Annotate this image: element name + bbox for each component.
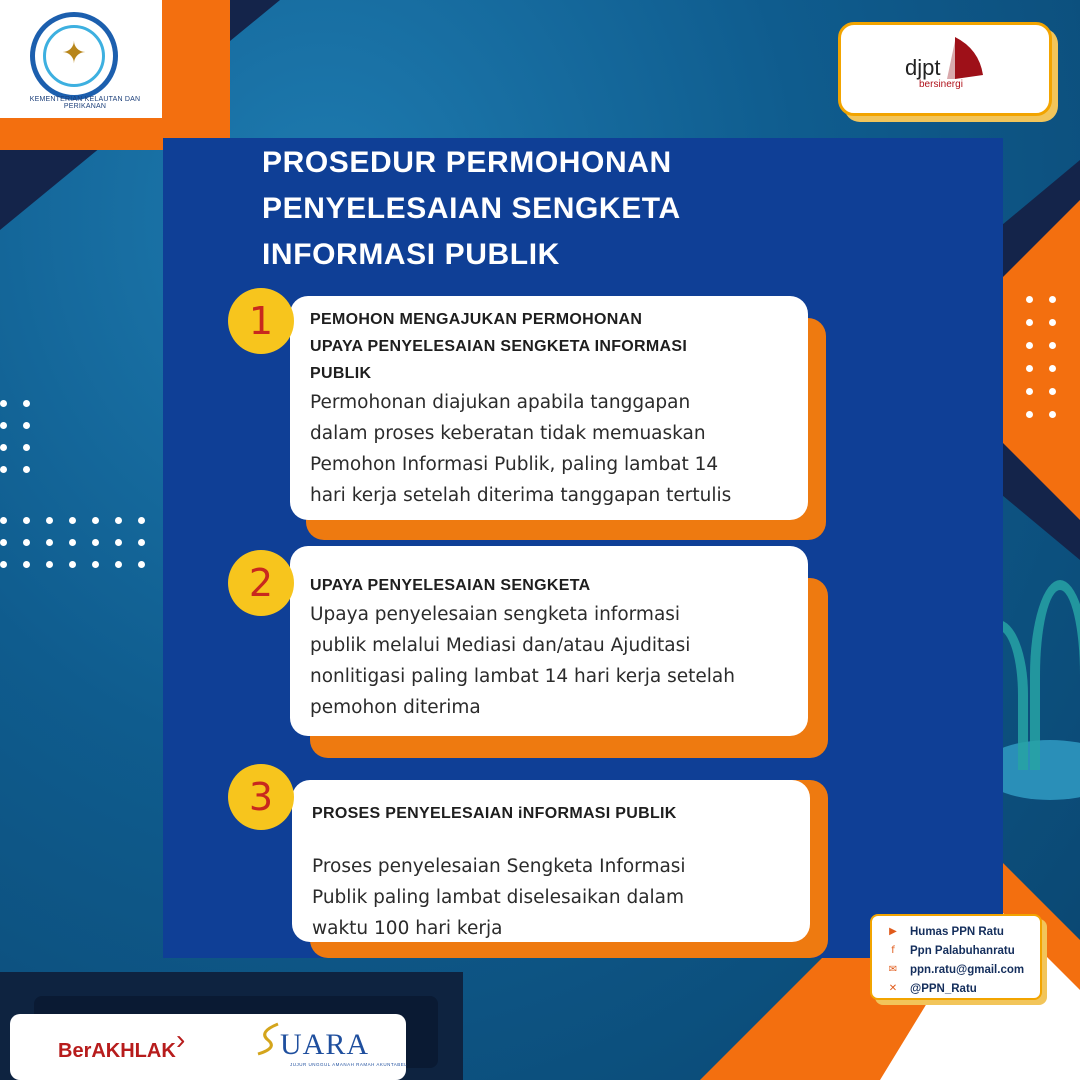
contact-facebook-text: Ppn Palabuhanratu <box>910 944 1015 957</box>
djpt-logo <box>838 22 1052 116</box>
step-1-body-line-1: Permohonan diajukan apabila tanggapan <box>310 392 691 413</box>
step-2-body-line-4: pemohon diterima <box>310 697 481 718</box>
step-2-body-line-1: Upaya penyelesaian sengketa informasi <box>310 604 681 625</box>
email-icon: ✉ <box>888 963 898 975</box>
step-3-body-line-3: waktu 100 hari kerja <box>312 918 503 939</box>
suara-logo-sub: JUJUR UNGGUL AMANAH RAMAH AKUNTABEL <box>290 1062 408 1067</box>
kkp-logo-text: KEMENTERIAN KELAUTAN DAN PERIKANAN <box>29 96 141 110</box>
step-2-heading-line-1: UPAYA PENYELESAIAN SENGKETA <box>310 577 591 594</box>
step-3-number-badge: 3 <box>228 764 294 830</box>
step-2-body <box>310 599 790 723</box>
step-3-heading <box>312 800 792 827</box>
garuda-emblem-icon: ✦ <box>61 36 87 71</box>
title-line-3: INFORMASI PUBLIK <box>262 238 560 271</box>
step-1-heading-line-2: UPAYA PENYELESAIAN SENGKETA INFORMASI <box>310 338 688 355</box>
orange-strip-top-left <box>0 118 185 150</box>
step-2-body-line-2: publik melalui Mediasi dan/atau Ajuditasi <box>310 635 691 656</box>
step-1-heading <box>310 306 790 387</box>
contact-box <box>870 914 1042 1000</box>
step-1-body-line-4: hari kerja setelah diterima tanggapan tertulis <box>310 485 732 506</box>
contact-facebook[interactable] <box>886 941 1040 960</box>
contact-x-text: @PPN_Ratu <box>910 982 977 995</box>
contact-youtube-text: Humas PPN Ratu <box>910 925 1004 938</box>
youtube-icon: ▶ <box>889 925 897 937</box>
djpt-logo-word: djpt <box>905 55 941 80</box>
contact-x[interactable] <box>886 979 1040 998</box>
step-1-card <box>290 296 808 520</box>
dot-grid-left-block <box>0 517 161 568</box>
suara-logo: UARA <box>280 1028 370 1061</box>
step-3-card <box>292 780 810 942</box>
step-2-body-line-3: nonlitigasi paling lambat 14 hari kerja setelah <box>310 666 735 687</box>
dot-grid-right <box>1026 296 1072 418</box>
step-3-body <box>312 851 792 944</box>
step-3-body-line-2: Publik paling lambat diselesaikan dalam <box>312 887 685 908</box>
facebook-icon: f <box>891 944 895 956</box>
title-line-1: PROSEDUR PERMOHONAN <box>262 146 672 179</box>
step-3-body-line-1: Proses penyelesaian Sengketa Informasi <box>312 856 686 877</box>
step-1-body <box>310 387 790 511</box>
step-1-number-badge: 1 <box>228 288 294 354</box>
step-3-heading-line-1: PROSES PENYELESAIAN iNFORMASI PUBLIK <box>312 805 677 822</box>
kkp-logo <box>0 0 162 118</box>
step-2-number-badge: 2 <box>228 550 294 616</box>
seaweed-right <box>1030 580 1080 770</box>
step-1-heading-line-3: PUBLIK <box>310 365 372 382</box>
sail-icon <box>945 35 985 81</box>
djpt-logo-sub: bersinergi <box>919 79 963 90</box>
contact-youtube[interactable] <box>886 922 1040 941</box>
berakhlak-chevron-icon: › <box>176 1024 186 1055</box>
contact-email-text: ppn.ratu@gmail.com <box>910 963 1025 976</box>
page-title <box>262 140 822 278</box>
contact-email[interactable] <box>886 960 1040 979</box>
step-1-body-line-2: dalam proses keberatan tidak memuaskan <box>310 423 706 444</box>
title-line-2: PENYELESAIAN SENGKETA <box>262 192 681 225</box>
step-1-heading-line-1: PEMOHON MENGAJUKAN PERMOHONAN <box>310 311 643 328</box>
step-2-card <box>290 546 808 736</box>
dot-grid-left-column <box>0 400 46 473</box>
step-2-heading <box>310 572 790 599</box>
step-1-body-line-3: Pemohon Informasi Publik, paling lambat 14 <box>310 454 719 475</box>
x-icon: ✕ <box>888 982 898 994</box>
berakhlak-logo: BerAKHLAK <box>58 1040 176 1062</box>
